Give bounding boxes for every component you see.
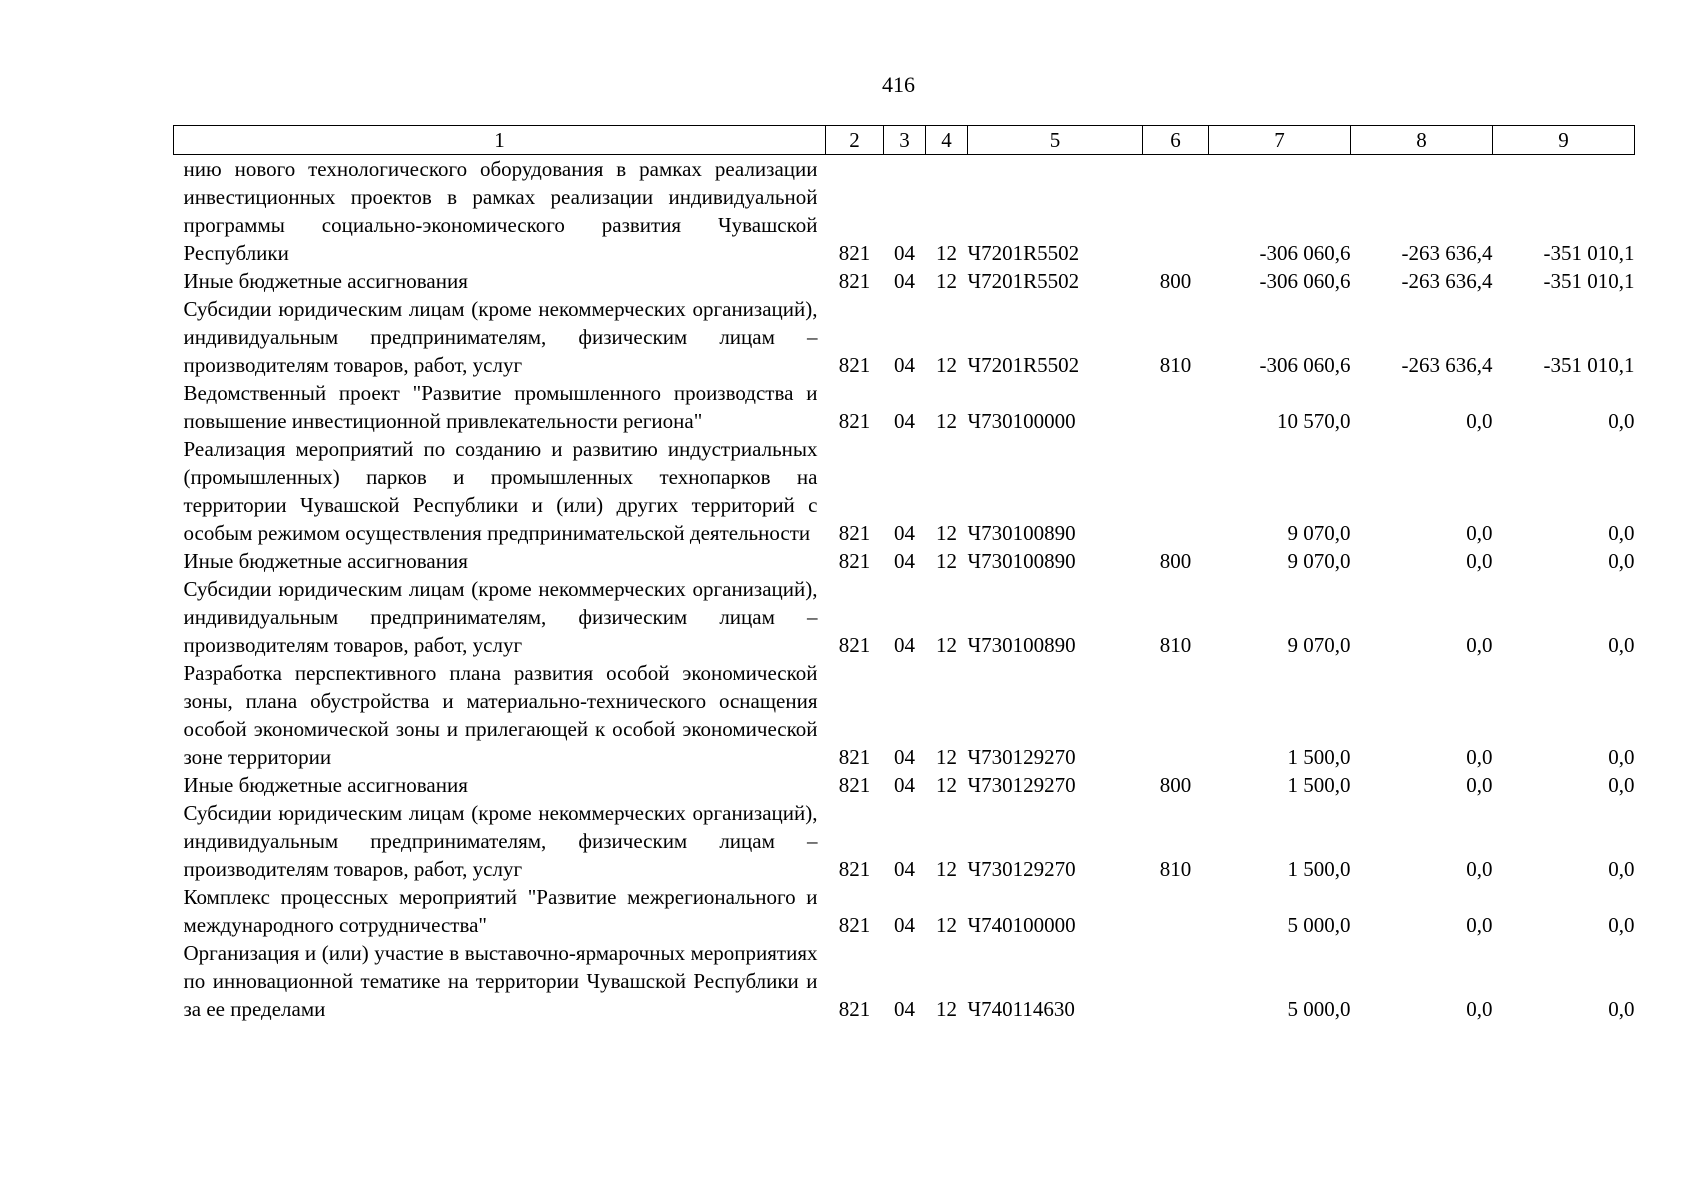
amount-col-9: 0,0 [1608, 745, 1635, 769]
amount-col-7: 5 000,0 [1287, 997, 1351, 1021]
amount-col-9: -351 010,1 [1543, 353, 1635, 377]
section-code: 04 [894, 241, 915, 265]
target-article-code: Ч730100890 [967, 633, 1076, 657]
section-code: 04 [894, 269, 915, 293]
amount-col-8: 0,0 [1466, 857, 1493, 881]
row-description: Субсидии юридическим лицам (кроме некоммерческих организаций), индивидуальным предпринимателям, физическим лицам – производителям товаров, работ, услуг [183, 297, 818, 377]
amount-col-7: 5 000,0 [1287, 913, 1351, 937]
ministry-code: 821 [838, 633, 871, 657]
amount-col-7: -306 060,6 [1259, 269, 1351, 293]
row-description: Ведомственный проект "Развитие промышленного производства и повышение инвестиционной привлекательности региона" [183, 381, 818, 433]
amount-col-7: 10 570,0 [1277, 409, 1351, 433]
ministry-code: 821 [838, 857, 871, 881]
target-article-code: Ч7201R5502 [967, 269, 1080, 293]
section-code: 04 [894, 633, 915, 657]
col-header-8: 8 [1351, 126, 1493, 155]
section-code: 04 [894, 773, 915, 797]
amount-col-7: 1 500,0 [1287, 745, 1351, 769]
table-row [174, 575, 1635, 659]
table-row [174, 435, 1635, 547]
amount-col-9: 0,0 [1608, 549, 1635, 573]
subsection-code: 12 [936, 521, 957, 545]
section-code: 04 [894, 857, 915, 881]
amount-col-7: 9 070,0 [1287, 549, 1351, 573]
col-header-1: 1 [174, 126, 826, 155]
section-code: 04 [894, 913, 915, 937]
section-code: 04 [894, 521, 915, 545]
table-row [174, 547, 1635, 575]
amount-col-9: -351 010,1 [1543, 241, 1635, 265]
amount-col-8: 0,0 [1466, 913, 1493, 937]
col-header-4: 4 [926, 126, 968, 155]
amount-col-8: 0,0 [1466, 773, 1493, 797]
subsection-code: 12 [936, 409, 957, 433]
amount-col-7: -306 060,6 [1259, 353, 1351, 377]
expense-type-code: 810 [1159, 633, 1192, 657]
row-description: Субсидии юридическим лицам (кроме некоммерческих организаций), индивидуальным предпринимателям, физическим лицам – производителям товаров, работ, услуг [183, 801, 818, 881]
target-article-code: Ч740100000 [967, 913, 1076, 937]
expense-type-code: 810 [1159, 857, 1192, 881]
expense-type-code [1143, 939, 1209, 1023]
amount-col-9: 0,0 [1608, 913, 1635, 937]
section-code: 04 [894, 549, 915, 573]
amount-col-7: 9 070,0 [1287, 633, 1351, 657]
ministry-code: 821 [838, 353, 871, 377]
page-number: 416 [882, 72, 915, 97]
budget-table [173, 125, 1635, 1023]
subsection-code: 12 [936, 913, 957, 937]
subsection-code: 12 [936, 857, 957, 881]
amount-col-8: 0,0 [1466, 521, 1493, 545]
subsection-code: 12 [936, 549, 957, 573]
ministry-code: 821 [838, 549, 871, 573]
ministry-code: 821 [838, 913, 871, 937]
subsection-code: 12 [936, 997, 957, 1021]
amount-col-9: 0,0 [1608, 409, 1635, 433]
subsection-code: 12 [936, 269, 957, 293]
amount-col-8: -263 636,4 [1401, 269, 1493, 293]
target-article-code: Ч730129270 [967, 745, 1076, 769]
col-header-9: 9 [1493, 126, 1635, 155]
expense-type-code [1143, 883, 1209, 939]
amount-col-7: 9 070,0 [1287, 521, 1351, 545]
col-header-3: 3 [884, 126, 926, 155]
subsection-code: 12 [936, 353, 957, 377]
target-article-code: Ч7201R5502 [967, 353, 1080, 377]
target-article-code: Ч730100890 [967, 549, 1076, 573]
header-row [174, 126, 1635, 155]
row-description: нию нового технологического оборудования в рамках реализации инвестиционных проектов в рамках реализации индивидуальной программы социально-экономического развития Чувашской Республики [183, 157, 818, 265]
subsection-code: 12 [936, 773, 957, 797]
table-row [174, 295, 1635, 379]
amount-col-8: 0,0 [1466, 549, 1493, 573]
table-row [174, 771, 1635, 799]
ministry-code: 821 [838, 773, 871, 797]
amount-col-9: 0,0 [1608, 633, 1635, 657]
target-article-code: Ч730100000 [967, 409, 1076, 433]
table-row [174, 379, 1635, 435]
amount-col-8: 0,0 [1466, 633, 1493, 657]
row-description: Реализация мероприятий по созданию и развитию индустриальных (промышленных) парков и промышленных технопарков на территории Чувашской Республики и (или) других территорий с особым режимом осуществления предпринимательской деятельности [183, 437, 818, 545]
table-row [174, 659, 1635, 771]
expense-type-code [1143, 155, 1209, 268]
target-article-code: Ч7201R5502 [967, 241, 1080, 265]
row-description: Субсидии юридическим лицам (кроме некоммерческих организаций), индивидуальным предпринимателям, физическим лицам – производителям товаров, работ, услуг [183, 577, 818, 657]
table-row [174, 939, 1635, 1023]
expense-type-code [1143, 659, 1209, 771]
col-header-5: 5 [968, 126, 1143, 155]
expense-type-code: 810 [1159, 353, 1192, 377]
section-code: 04 [894, 745, 915, 769]
section-code: 04 [894, 997, 915, 1021]
amount-col-8: 0,0 [1466, 409, 1493, 433]
amount-col-9: 0,0 [1608, 773, 1635, 797]
table-body [174, 155, 1635, 1024]
target-article-code: Ч730100890 [967, 521, 1076, 545]
table-header [174, 126, 1635, 155]
expense-type-code: 800 [1159, 549, 1192, 573]
amount-col-9: -351 010,1 [1543, 269, 1635, 293]
ministry-code: 821 [838, 745, 871, 769]
amount-col-9: 0,0 [1608, 521, 1635, 545]
amount-col-7: 1 500,0 [1287, 857, 1351, 881]
amount-col-8: 0,0 [1466, 997, 1493, 1021]
row-description: Комплекс процессных мероприятий "Развитие межрегионального и международного сотрудничества" [183, 885, 818, 937]
subsection-code: 12 [936, 633, 957, 657]
ministry-code: 821 [838, 241, 871, 265]
col-header-2: 2 [826, 126, 884, 155]
amount-col-7: 1 500,0 [1287, 773, 1351, 797]
table-row [174, 883, 1635, 939]
table-row [174, 799, 1635, 883]
table-row [174, 267, 1635, 295]
expense-type-code: 800 [1159, 773, 1192, 797]
row-description: Иные бюджетные ассигнования [183, 269, 468, 293]
row-description: Иные бюджетные ассигнования [183, 549, 468, 573]
target-article-code: Ч740114630 [967, 997, 1075, 1021]
expense-type-code [1143, 435, 1209, 547]
target-article-code: Ч730129270 [967, 857, 1076, 881]
ministry-code: 821 [838, 269, 871, 293]
ministry-code: 821 [838, 521, 871, 545]
col-header-7: 7 [1209, 126, 1351, 155]
amount-col-8: -263 636,4 [1401, 353, 1493, 377]
table-row [174, 155, 1635, 268]
expense-type-code [1143, 379, 1209, 435]
ministry-code: 821 [838, 997, 871, 1021]
expense-type-code: 800 [1159, 269, 1192, 293]
row-description: Организация и (или) участие в выставочно-ярмарочных мероприятиях по инновационной тематике на территории Чувашской Республики и за ее пределами [183, 941, 818, 1021]
subsection-code: 12 [936, 745, 957, 769]
subsection-code: 12 [936, 241, 957, 265]
section-code: 04 [894, 353, 915, 377]
amount-col-8: -263 636,4 [1401, 241, 1493, 265]
amount-col-8: 0,0 [1466, 745, 1493, 769]
section-code: 04 [894, 409, 915, 433]
target-article-code: Ч730129270 [967, 773, 1076, 797]
col-header-6: 6 [1143, 126, 1209, 155]
row-description: Разработка перспективного плана развития особой экономической зоны, плана обустройства и материально-технического оснащения особой экономической зоны и прилегающей к особой экономической зоне территории [183, 661, 818, 769]
amount-col-9: 0,0 [1608, 997, 1635, 1021]
amount-col-7: -306 060,6 [1259, 241, 1351, 265]
ministry-code: 821 [838, 409, 871, 433]
amount-col-9: 0,0 [1608, 857, 1635, 881]
row-description: Иные бюджетные ассигнования [183, 773, 468, 797]
